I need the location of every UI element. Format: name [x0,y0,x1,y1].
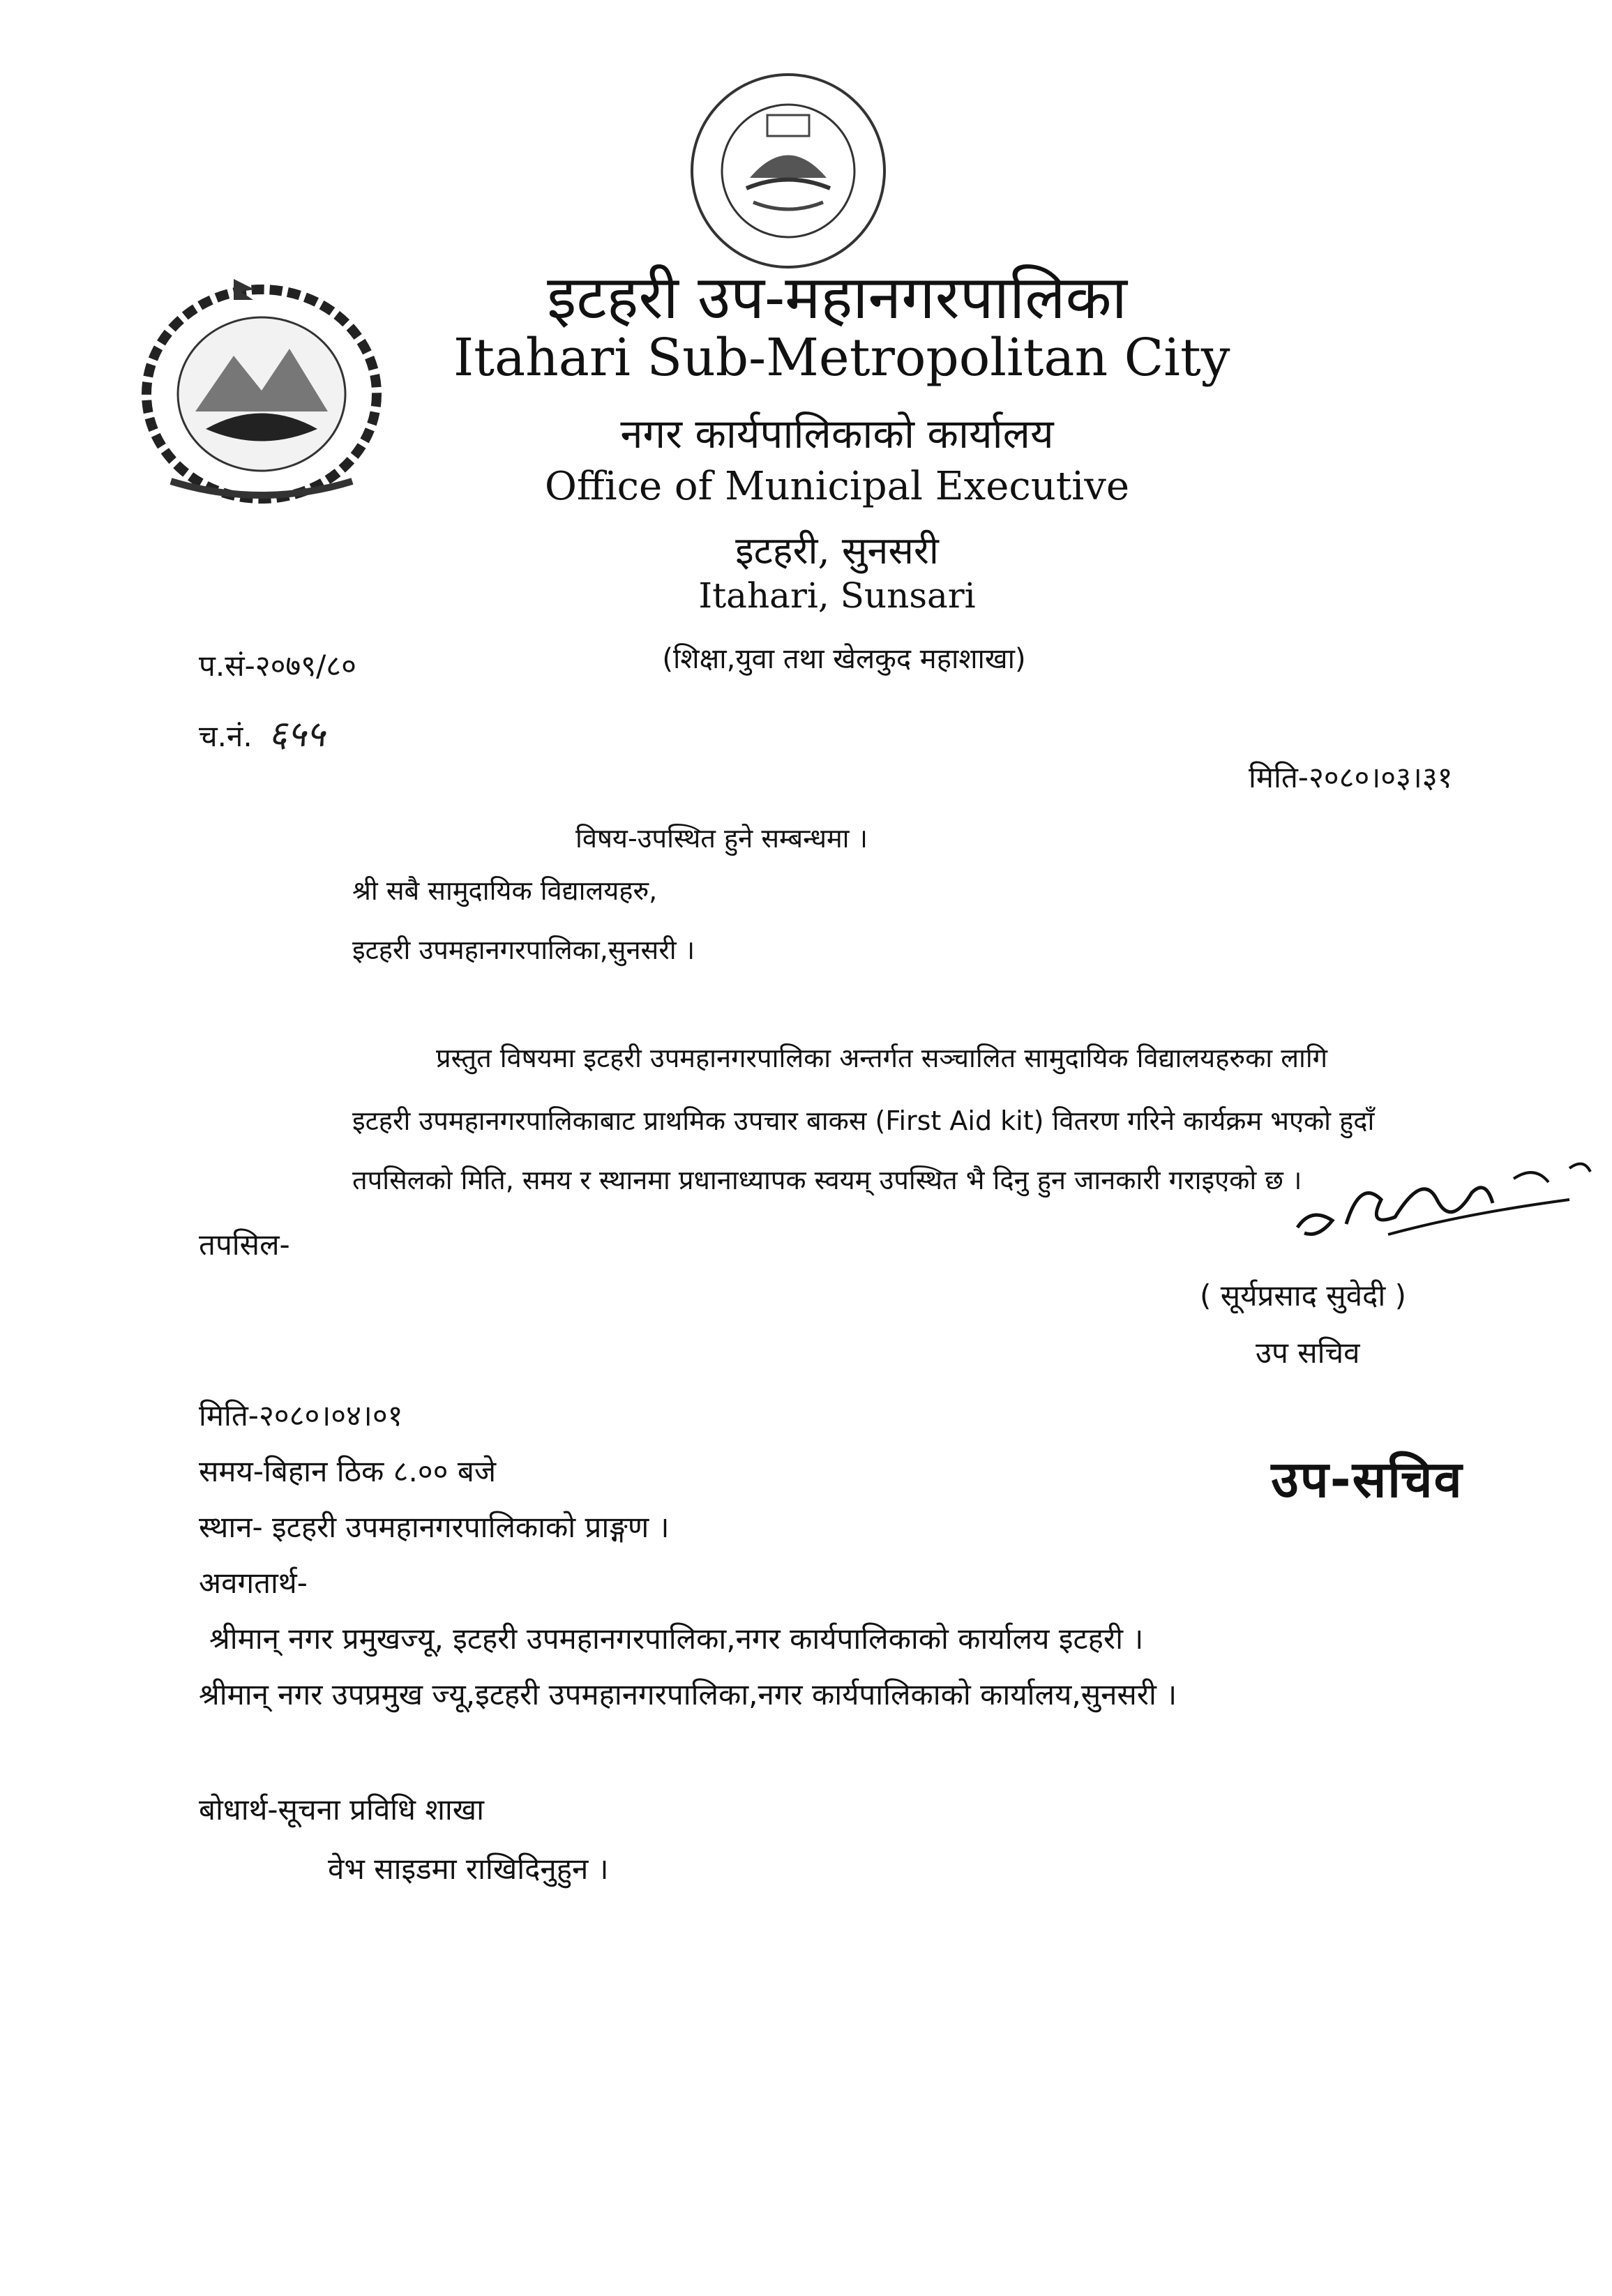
signatory-title: उप सचिव [1256,1336,1360,1370]
dispatch-number-row [199,708,325,757]
location-nepali: इटहरी, सुनसरी [735,529,939,573]
details-label: तपसिल- [199,1228,290,1262]
signature [1283,1151,1597,1262]
recipient-line-2: इटहरी उपमहानगरपालिका,सुनसरी । [352,935,695,965]
signatory-name: ( सूर्यप्रसाद सुवेदी ) [1200,1278,1406,1313]
branch-name: (शिक्षा,युवा तथा खेलकुद महाशाखा) [662,643,1026,675]
recipient-line-1: श्री सबै सामुदायिक विद्यालयहरु, [352,875,658,906]
designation-stamp: उप-सचिव [1271,1450,1463,1509]
municipality-name-english: Itahari Sub-Metropolitan City [453,328,1230,388]
body-line-3: तपसिलको मिति, समय र स्थानमा प्रधानाध्यापक स्वयम् उपस्थित भै दिनु हुन जानकारी गराइएको छ । [352,1165,1302,1195]
national-emblem [129,272,394,509]
info-line: वेभ साइडमा राखिदिनुहुन । [328,1852,609,1886]
dispatch-label: च.नं. [199,719,253,753]
body-line-2: इटहरी उपमहानगरपालिकाबाट प्राथमिक उपचार बाकस (First Aid kit) वितरण गरिने कार्यक्रम भएको हुदाँ [352,1105,1375,1136]
letter-date: मिति-२०८०।०३।३१ [1249,760,1453,794]
location-english: Itahari, Sunsari [698,575,976,616]
cc-line-2: श्रीमान् नगर उपप्रमुख ज्यू,इटहरी उपमहानगरपालिका,नगर कार्यपालिकाको कार्यालय,सुनसरी । [199,1677,1177,1712]
municipality-name-nepali: इटहरी उप-महानगरपालिका [547,263,1127,333]
event-time: समय-बिहान ठिक ८.०० बजे [199,1454,496,1488]
event-date: मिति-२०८०।०४।०१ [199,1398,403,1433]
cc-line-1: श्रीमान् नगर प्रमुखज्यू, इटहरी उपमहानगरपालिका,नगर कार्यपालिकाको कार्यालय इटहरी । [209,1622,1144,1656]
event-place: स्थान- इटहरी उपमहानगरपालिकाको प्राङ्गण । [199,1510,670,1544]
body-line-1: प्रस्तुत विषयमा इटहरी उपमहानगरपालिका अन्तर्गत सञ्चालित सामुदायिक विद्यालयहरुका लागि [436,1043,1328,1073]
letter-number: प.सं-२०७९/८० [199,649,356,683]
office-name-nepali: नगर कार्यपालिकाको कार्यालय [620,410,1054,458]
office-name-english: Office of Municipal Executive [545,464,1129,509]
letter-subject: विषय-उपस्थित हुने सम्बन्धमा । [575,823,868,854]
dispatch-number-handwritten: ६५५ [268,713,325,755]
office-seal [684,66,893,275]
info-label: बोधार्थ-सूचना प्रविधि शाखा [199,1792,485,1827]
cc-label: अवगतार्थ- [199,1566,308,1600]
